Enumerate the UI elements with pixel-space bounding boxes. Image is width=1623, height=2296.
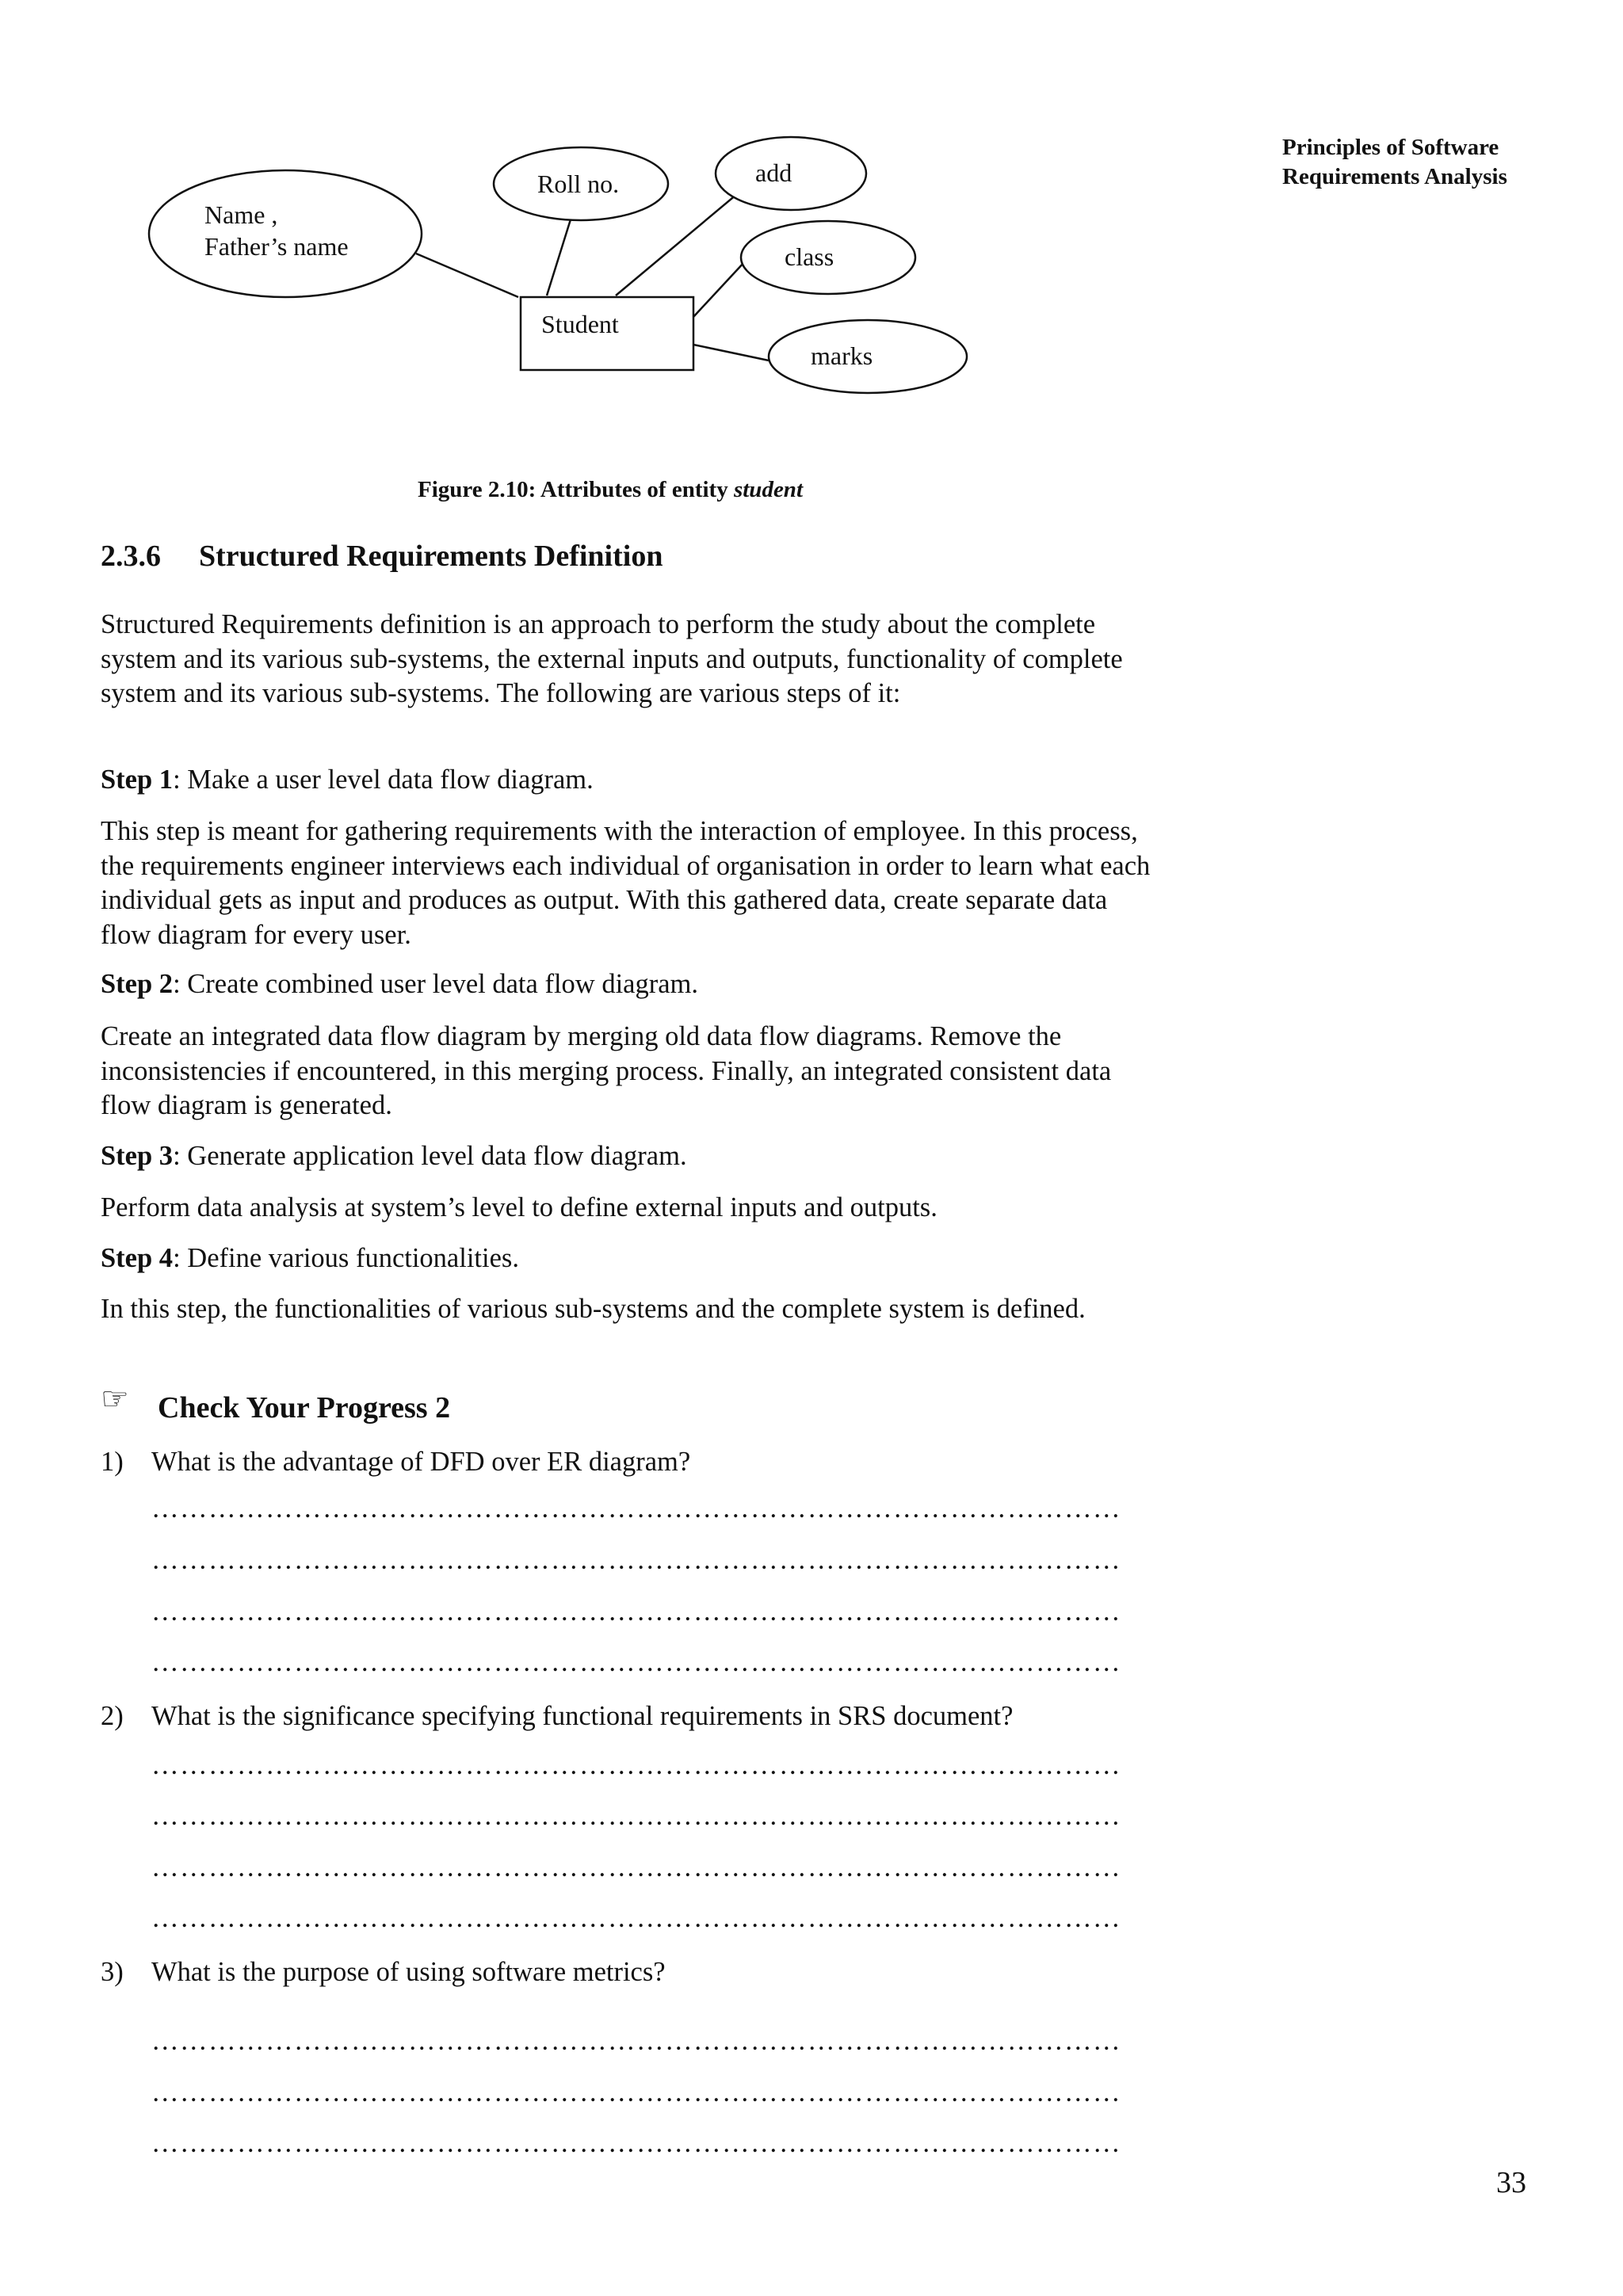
figure-caption: [418, 477, 803, 503]
entity-student-label: Student: [541, 310, 619, 338]
answer-line[interactable]: …………………………………………………………………………………………: [151, 1493, 1121, 1524]
step-2-label: Step 2: [101, 969, 174, 999]
intro-paragraph: Structured Requirements definition is an approach to perform the study about the complete system and its various sub-systems, the external inputs and outputs, functionality of complete system and its various sub-systems. The following are various steps of it:: [101, 609, 1123, 708]
step-1-heading: [101, 763, 1155, 798]
header-line-1: Principles of Software: [1282, 135, 1499, 160]
answer-line[interactable]: …………………………………………………………………………………………: [151, 1545, 1121, 1575]
answer-line[interactable]: …………………………………………………………………………………………: [151, 1852, 1121, 1882]
header-line-2: Requirements Analysis: [1282, 164, 1507, 189]
question-text: What is the purpose of using software metrics?: [151, 1957, 666, 1987]
edge-roll: [547, 219, 571, 296]
attr-name-line1: Name ,: [204, 200, 278, 229]
edge-marks: [693, 345, 769, 360]
step-3-label: Step 3: [101, 1141, 174, 1171]
section-heading: [101, 539, 663, 574]
step-4-heading: [101, 1241, 1155, 1276]
attr-roll-label: Roll no.: [537, 170, 620, 198]
answer-line[interactable]: …………………………………………………………………………………………: [151, 1647, 1121, 1677]
answer-line[interactable]: …………………………………………………………………………………………: [151, 2077, 1121, 2107]
step-2-heading: [101, 967, 1155, 1002]
step-1-text: : Make a user level data flow diagram.: [173, 765, 594, 795]
answer-line[interactable]: …………………………………………………………………………………………: [151, 1596, 1121, 1627]
answer-line[interactable]: …………………………………………………………………………………………: [151, 1750, 1121, 1780]
step-4-description: In this step, the functionalities of various sub-systems and the complete system is defined.: [101, 1294, 1086, 1324]
step-1-label: Step 1: [101, 765, 174, 795]
step-3-description: Perform data analysis at system’s level to define external inputs and outputs.: [101, 1192, 938, 1222]
attr-class-label: class: [785, 242, 834, 271]
attr-add-label: add: [755, 158, 792, 187]
attr-marks-label: marks: [811, 341, 873, 370]
step-1-description: This step is meant for gathering requirements with the interaction of employee. In this process, the requirements engineer interviews each individual of organisation in order to learn what each individual gets as input and produces as output. With this gathered data, create separate data flow diagram for every user.: [101, 816, 1151, 950]
section-title: Structured Requirements Definition: [199, 540, 663, 573]
question-number: 2): [101, 1701, 124, 1731]
step-3-heading: [101, 1139, 1155, 1174]
er-diagram: [135, 131, 975, 400]
edge-name: [416, 254, 518, 297]
step-2-text: : Create combined user level data flow diagram.: [173, 969, 698, 999]
section-number: 2.3.6: [101, 540, 161, 573]
step-4-text: : Define various functionalities.: [173, 1243, 519, 1273]
question-3: [101, 1957, 666, 1988]
answer-line[interactable]: …………………………………………………………………………………………: [151, 1903, 1121, 1933]
step-2-description: Create an integrated data flow diagram by merging old data flow diagrams. Remove the inconsistencies if encountered, in this merging process. Finally, an integrated consistent data flow diagram is generated.: [101, 1021, 1112, 1120]
answer-line[interactable]: …………………………………………………………………………………………: [151, 2128, 1121, 2158]
caption-prefix: Figure 2.10: Attributes of entity: [418, 477, 734, 502]
pointing-hand-icon: ☞: [101, 1381, 129, 1417]
caption-emphasis: student: [733, 477, 803, 502]
running-header: [1282, 133, 1583, 192]
check-progress-title: Check Your Progress 2: [158, 1391, 451, 1425]
answer-line[interactable]: …………………………………………………………………………………………: [151, 2026, 1121, 2056]
question-text: What is the significance specifying functional requirements in SRS document?: [151, 1701, 1014, 1731]
check-progress-heading: [101, 1381, 451, 1425]
edge-class: [693, 261, 745, 317]
question-number: 3): [101, 1957, 124, 1987]
answer-line[interactable]: …………………………………………………………………………………………: [151, 1801, 1121, 1831]
question-number: 1): [101, 1447, 124, 1477]
question-2: [101, 1701, 1013, 1732]
attr-name-line2: Father’s name: [204, 232, 349, 261]
page-number: 33: [1496, 2166, 1526, 2199]
step-3-text: : Generate application level data flow diagram.: [173, 1141, 687, 1171]
question-text: What is the advantage of DFD over ER diagram?: [151, 1447, 691, 1477]
question-1: [101, 1447, 690, 1478]
step-4-label: Step 4: [101, 1243, 174, 1273]
